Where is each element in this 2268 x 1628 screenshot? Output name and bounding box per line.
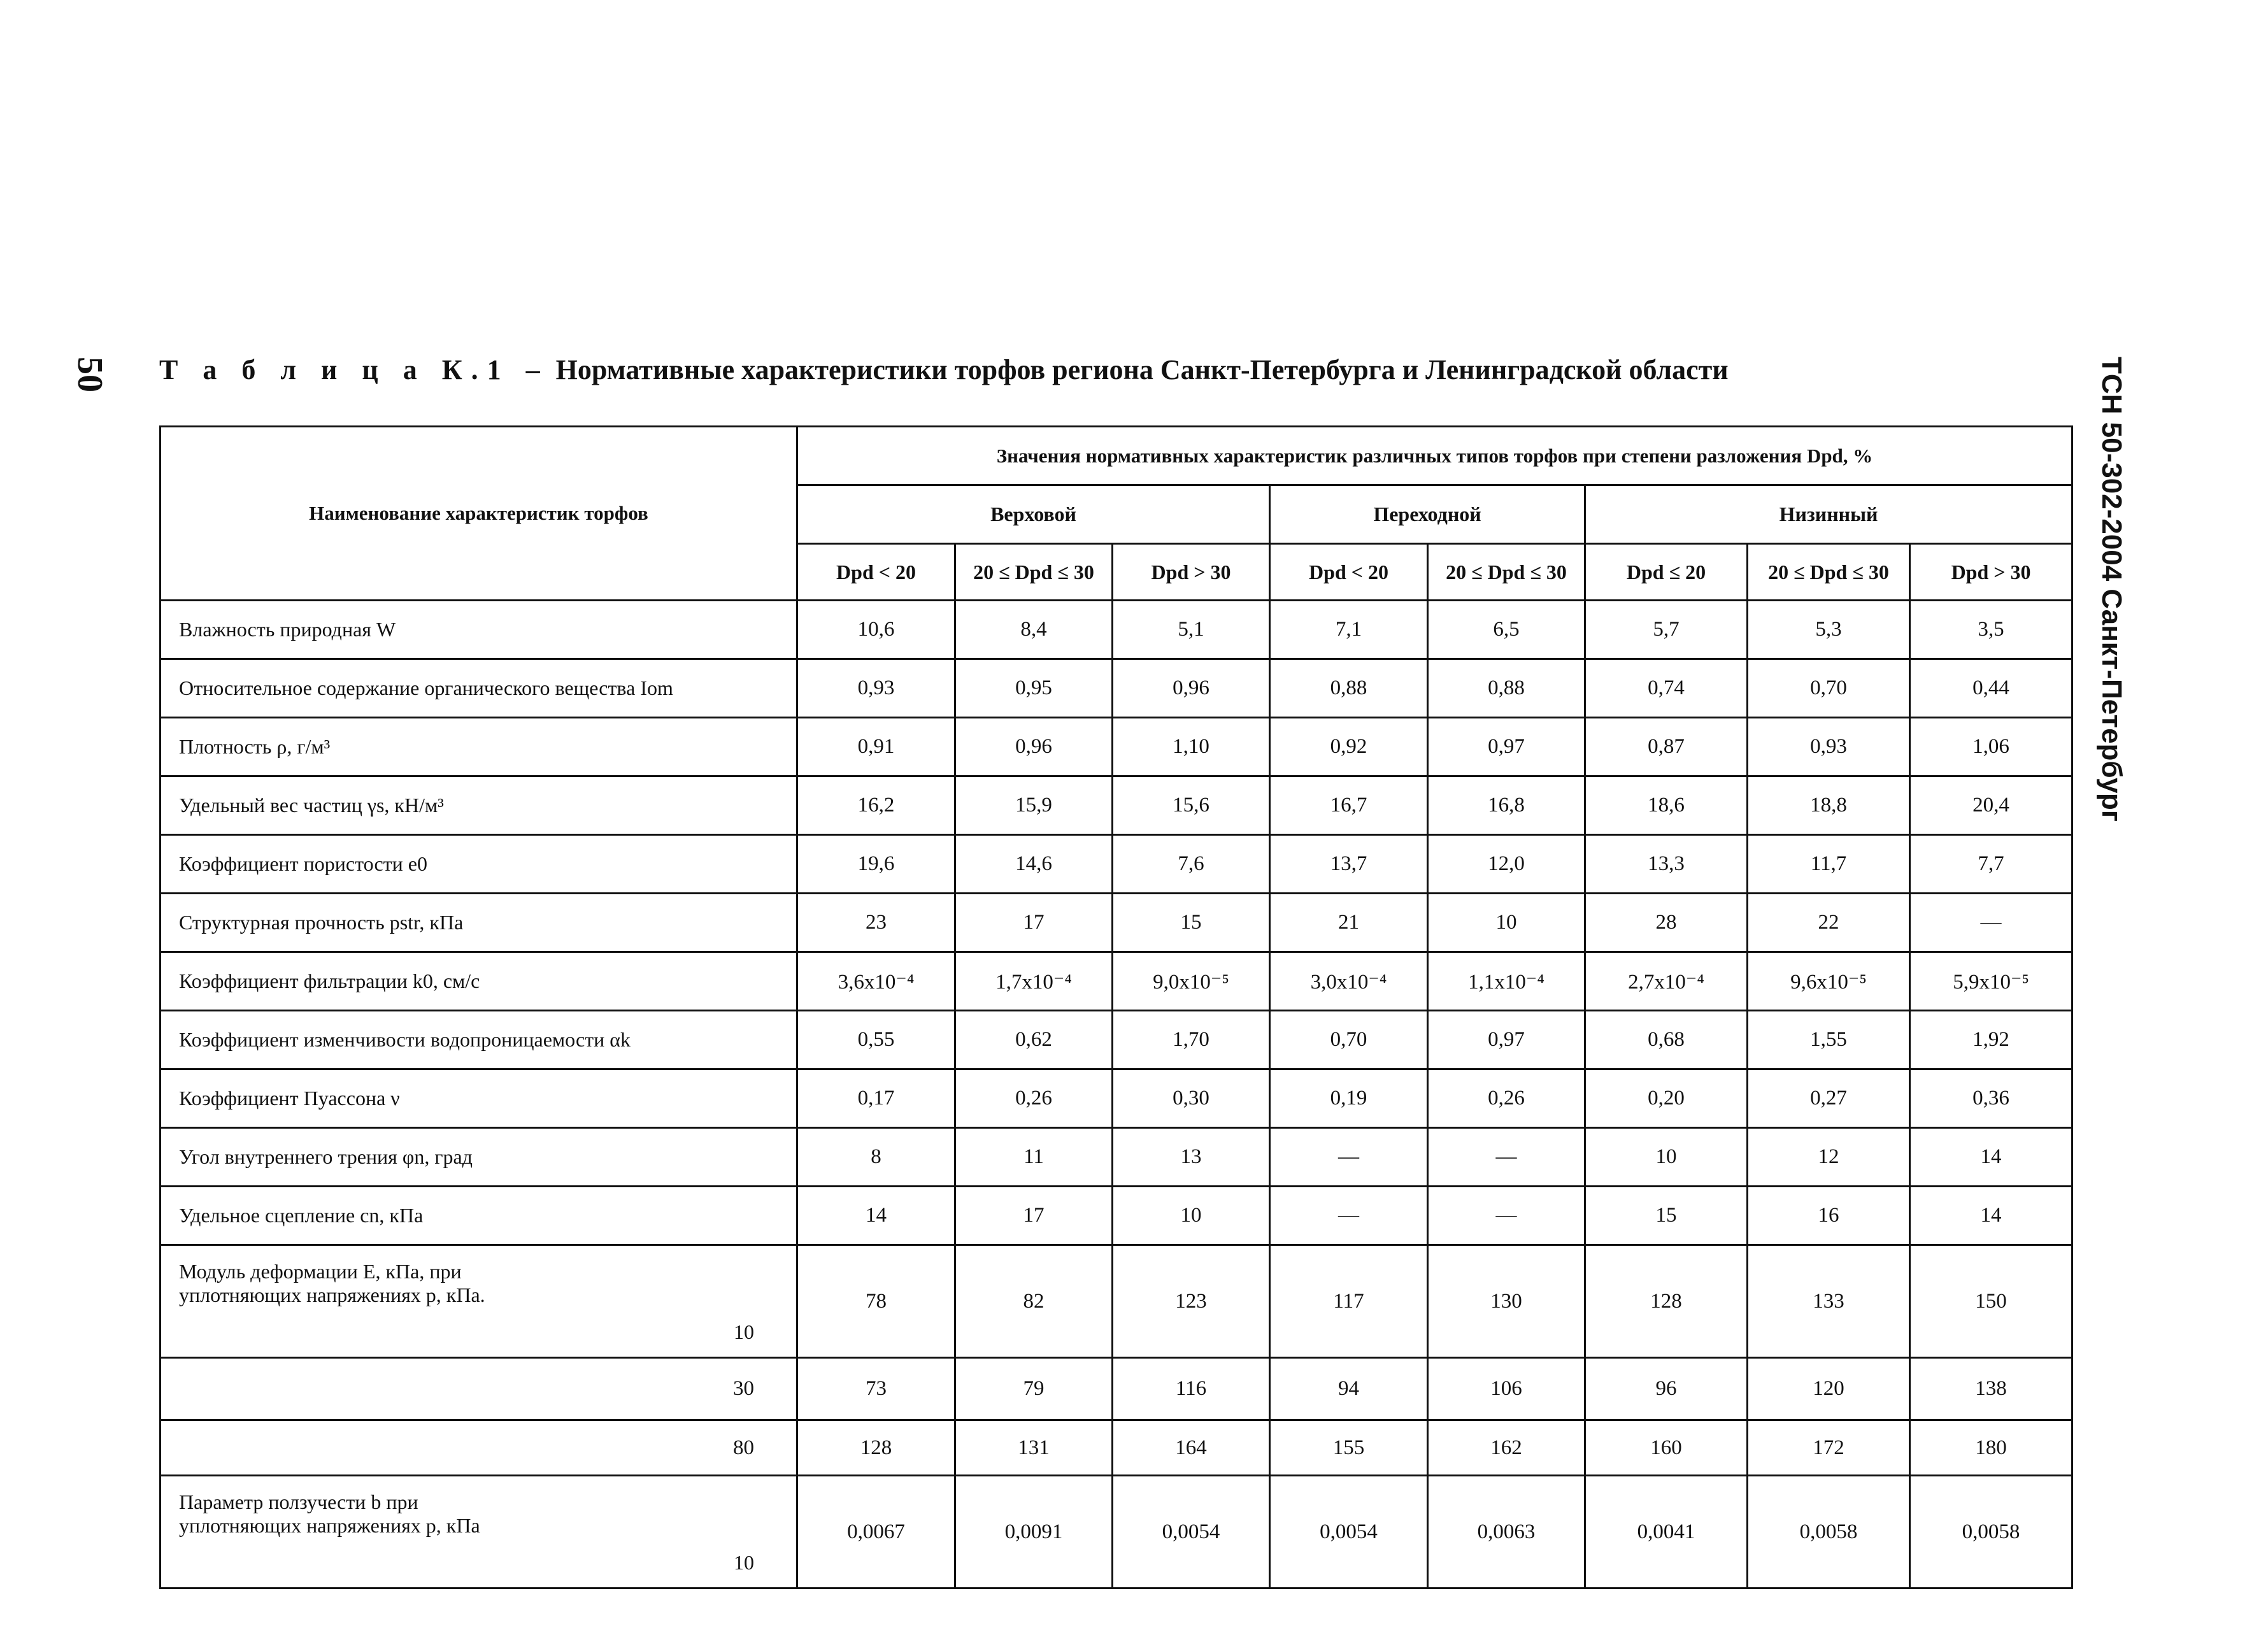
- characteristic-name: [160, 1476, 797, 1589]
- value-cell: 0,95: [955, 659, 1113, 718]
- value-cell: 16,7: [1270, 776, 1428, 835]
- characteristic-name: Структурная прочность pstr, кПа: [160, 894, 797, 952]
- value-cell: 3,0x10⁻⁴: [1270, 952, 1428, 1011]
- value-cell: 1,1x10⁻⁴: [1428, 952, 1585, 1011]
- value-cell: 0,44: [1910, 659, 2072, 718]
- pressure-value: 30: [160, 1358, 797, 1420]
- value-cell: 0,74: [1585, 659, 1748, 718]
- type-header-lowland: Низинный: [1585, 485, 2072, 544]
- subheader: 20 ≤ Dpd ≤ 30: [1428, 544, 1585, 601]
- value-cell: 0,0063: [1428, 1476, 1585, 1589]
- table-row: [160, 835, 2072, 894]
- value-cell: 3,6x10⁻⁴: [797, 952, 955, 1011]
- value-cell: 17: [955, 1187, 1113, 1245]
- value-cell: 7,1: [1270, 601, 1428, 659]
- value-cell: —: [1270, 1128, 1428, 1187]
- characteristic-name: Удельный вес частиц γs, кН/м³: [160, 776, 797, 835]
- value-cell: —: [1428, 1128, 1585, 1187]
- value-cell: 0,27: [1748, 1069, 1910, 1128]
- table-row: [160, 1476, 2072, 1589]
- value-cell: 14: [1910, 1187, 2072, 1245]
- value-cell: 0,93: [1748, 718, 1910, 776]
- value-cell: 10: [1585, 1128, 1748, 1187]
- value-cell: 11,7: [1748, 835, 1910, 894]
- value-cell: 0,0058: [1748, 1476, 1910, 1589]
- value-cell: 116: [1113, 1358, 1270, 1420]
- value-cell: 21: [1270, 894, 1428, 952]
- value-cell: 0,97: [1428, 1011, 1585, 1069]
- value-cell: 0,0058: [1910, 1476, 2072, 1589]
- page-number: 50: [70, 357, 110, 392]
- value-cell: 1,7x10⁻⁴: [955, 952, 1113, 1011]
- value-cell: 0,96: [955, 718, 1113, 776]
- value-cell: 8,4: [955, 601, 1113, 659]
- value-cell: 0,92: [1270, 718, 1428, 776]
- value-cell: 12,0: [1428, 835, 1585, 894]
- value-cell: 0,0091: [955, 1476, 1113, 1589]
- value-cell: 172: [1748, 1420, 1910, 1476]
- value-cell: 13,7: [1270, 835, 1428, 894]
- peat-characteristics-table: [159, 425, 2073, 1589]
- value-cell: 120: [1748, 1358, 1910, 1420]
- value-cell: 160: [1585, 1420, 1748, 1476]
- value-cell: —: [1910, 894, 2072, 952]
- value-cell: 9,0x10⁻⁵: [1113, 952, 1270, 1011]
- characteristic-name: Удельное сцепление cn, кПа: [160, 1187, 797, 1245]
- value-cell: 15,6: [1113, 776, 1270, 835]
- value-cell: 0,97: [1428, 718, 1585, 776]
- value-cell: 16,2: [797, 776, 955, 835]
- value-cell: 78: [797, 1245, 955, 1358]
- value-cell: 0,88: [1270, 659, 1428, 718]
- value-cell: 8: [797, 1128, 955, 1187]
- value-cell: 150: [1910, 1245, 2072, 1358]
- value-cell: 0,0041: [1585, 1476, 1748, 1589]
- table-row: [160, 1128, 2072, 1187]
- subheader: Dpd > 30: [1910, 544, 2072, 601]
- value-cell: 20,4: [1910, 776, 2072, 835]
- value-cell: 19,6: [797, 835, 955, 894]
- value-cell: 123: [1113, 1245, 1270, 1358]
- creep-label: Параметр ползучести b при уплотняющих напряжениях p, кПа: [179, 1490, 480, 1537]
- value-cell: 5,1: [1113, 601, 1270, 659]
- subheader: Dpd > 30: [1113, 544, 1270, 601]
- characteristic-name: Угол внутреннего трения φn, град: [160, 1128, 797, 1187]
- characteristic-name: [160, 1245, 797, 1358]
- subheader: Dpd < 20: [1270, 544, 1428, 601]
- value-cell: 128: [1585, 1245, 1748, 1358]
- value-cell: 14: [797, 1187, 955, 1245]
- value-cell: 128: [797, 1420, 955, 1476]
- value-cell: 0,30: [1113, 1069, 1270, 1128]
- value-cell: 5,3: [1748, 601, 1910, 659]
- value-cell: 0,26: [955, 1069, 1113, 1128]
- value-cell: 18,6: [1585, 776, 1748, 835]
- value-cell: 1,55: [1748, 1011, 1910, 1069]
- value-cell: 2,7x10⁻⁴: [1585, 952, 1748, 1011]
- subheader: Dpd ≤ 20: [1585, 544, 1748, 601]
- value-cell: 0,87: [1585, 718, 1748, 776]
- table-row: [160, 894, 2072, 952]
- table-row: [160, 1069, 2072, 1128]
- value-cell: 0,0054: [1113, 1476, 1270, 1589]
- value-cell: 10: [1428, 894, 1585, 952]
- value-cell: 0,68: [1585, 1011, 1748, 1069]
- value-cell: 22: [1748, 894, 1910, 952]
- subheader: Dpd < 20: [797, 544, 955, 601]
- value-cell: 15: [1585, 1187, 1748, 1245]
- value-cell: 106: [1428, 1358, 1585, 1420]
- value-cell: 23: [797, 894, 955, 952]
- value-cell: 5,9x10⁻⁵: [1910, 952, 2072, 1011]
- characteristic-name: Влажность природная W: [160, 601, 797, 659]
- value-cell: 73: [797, 1358, 955, 1420]
- table-row: [160, 776, 2072, 835]
- value-cell: 138: [1910, 1358, 2072, 1420]
- table-row: [160, 1358, 2072, 1420]
- value-cell: 0,36: [1910, 1069, 2072, 1128]
- table-row: [160, 952, 2072, 1011]
- value-cell: 15,9: [955, 776, 1113, 835]
- value-cell: 0,70: [1270, 1011, 1428, 1069]
- value-cell: 9,6x10⁻⁵: [1748, 952, 1910, 1011]
- value-cell: 94: [1270, 1358, 1428, 1420]
- characteristic-name: Коэффициент фильтрации k0, см/с: [160, 952, 797, 1011]
- characteristic-name: Коэффициент пористости e0: [160, 835, 797, 894]
- type-header-upland: Верховой: [797, 485, 1270, 544]
- pressure-value: 80: [160, 1420, 797, 1476]
- table-row: [160, 1187, 2072, 1245]
- pressure-value: 10: [734, 1551, 754, 1574]
- value-cell: 117: [1270, 1245, 1428, 1358]
- table-title-prefix: Т а б л и ц а К.1 –: [159, 354, 549, 385]
- value-cell: 0,17: [797, 1069, 955, 1128]
- value-cell: 0,70: [1748, 659, 1910, 718]
- value-cell: 180: [1910, 1420, 2072, 1476]
- value-cell: 1,06: [1910, 718, 2072, 776]
- value-cell: 15: [1113, 894, 1270, 952]
- table-row: [160, 659, 2072, 718]
- value-cell: 0,96: [1113, 659, 1270, 718]
- value-cell: 130: [1428, 1245, 1585, 1358]
- value-cell: 3,5: [1910, 601, 2072, 659]
- value-cell: 1,70: [1113, 1011, 1270, 1069]
- value-cell: 14: [1910, 1128, 2072, 1187]
- value-cell: 28: [1585, 894, 1748, 952]
- value-cell: 10,6: [797, 601, 955, 659]
- value-cell: 1,92: [1910, 1011, 2072, 1069]
- value-cell: 131: [955, 1420, 1113, 1476]
- value-cell: 10: [1113, 1187, 1270, 1245]
- value-cell: 11: [955, 1128, 1113, 1187]
- document-code-header: ТСН 50-302-2004 Санкт-Петербург: [2096, 357, 2127, 822]
- value-cell: 96: [1585, 1358, 1748, 1420]
- type-header-transitional: Переходной: [1270, 485, 1585, 544]
- characteristic-name: Относительное содержание органического вещества Iom: [160, 659, 797, 718]
- value-cell: 155: [1270, 1420, 1428, 1476]
- subheader: 20 ≤ Dpd ≤ 30: [955, 544, 1113, 601]
- table-row: [160, 1245, 2072, 1358]
- value-cell: 164: [1113, 1420, 1270, 1476]
- value-cell: 16,8: [1428, 776, 1585, 835]
- value-cell: 0,26: [1428, 1069, 1585, 1128]
- value-cell: —: [1270, 1187, 1428, 1245]
- value-cell: 0,91: [797, 718, 955, 776]
- value-cell: 0,62: [955, 1011, 1113, 1069]
- table-row: [160, 718, 2072, 776]
- value-cell: 14,6: [955, 835, 1113, 894]
- pressure-value: 10: [734, 1320, 754, 1343]
- value-cell: 0,88: [1428, 659, 1585, 718]
- value-cell: 0,93: [797, 659, 955, 718]
- value-cell: 0,19: [1270, 1069, 1428, 1128]
- value-cell: 79: [955, 1358, 1113, 1420]
- value-cell: 0,0067: [797, 1476, 955, 1589]
- value-cell: 162: [1428, 1420, 1585, 1476]
- value-cell: 6,5: [1428, 601, 1585, 659]
- value-cell: 16: [1748, 1187, 1910, 1245]
- value-cell: 18,8: [1748, 776, 1910, 835]
- value-cell: 13: [1113, 1128, 1270, 1187]
- table-row: [160, 1011, 2072, 1069]
- value-cell: 0,0054: [1270, 1476, 1428, 1589]
- value-cell: 13,3: [1585, 835, 1748, 894]
- value-cell: 17: [955, 894, 1113, 952]
- value-cell: —: [1428, 1187, 1585, 1245]
- table-row: [160, 601, 2072, 659]
- value-cell: 12: [1748, 1128, 1910, 1187]
- value-cell: 5,7: [1585, 601, 1748, 659]
- subheader: 20 ≤ Dpd ≤ 30: [1748, 544, 1910, 601]
- characteristic-name: Коэффициент изменчивости водопроницаемости αk: [160, 1011, 797, 1069]
- characteristic-name: Коэффициент Пуассона ν: [160, 1069, 797, 1128]
- table-title-text: Нормативные характеристики торфов региона Санкт-Петербурга и Ленинградской области: [555, 354, 1729, 385]
- value-cell: 133: [1748, 1245, 1910, 1358]
- value-cell: 82: [955, 1245, 1113, 1358]
- table-row: [160, 1420, 2072, 1476]
- modulus-label: Модуль деформации E, кПа, при уплотняющих напряжениях p, кПа.: [179, 1260, 485, 1306]
- value-cell: 1,10: [1113, 718, 1270, 776]
- values-group-header: Значения нормативных характеристик различных типов торфов при степени разложения Dpd, %: [797, 427, 2072, 485]
- value-cell: 7,6: [1113, 835, 1270, 894]
- value-cell: 0,20: [1585, 1069, 1748, 1128]
- table-title: [159, 353, 1729, 386]
- value-cell: 7,7: [1910, 835, 2072, 894]
- name-column-header: Наименование характеристик торфов: [160, 427, 797, 601]
- value-cell: 0,55: [797, 1011, 955, 1069]
- characteristic-name: Плотность ρ, г/м³: [160, 718, 797, 776]
